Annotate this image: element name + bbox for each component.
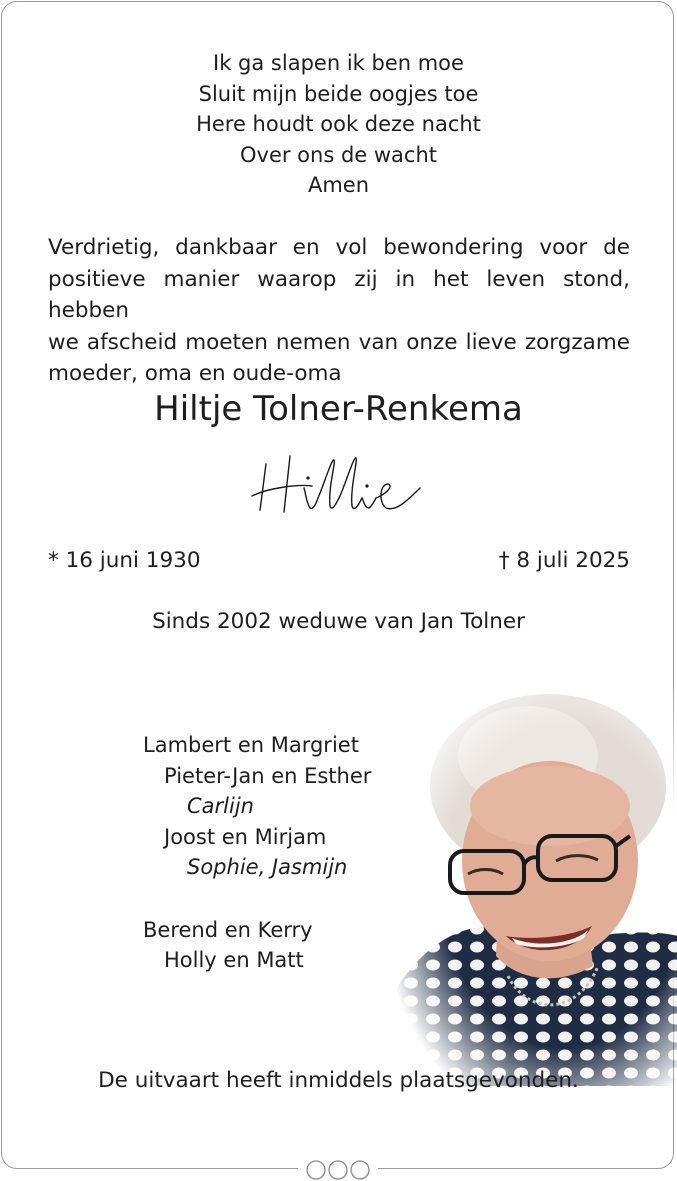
rings-ornament [298,1159,378,1181]
family-member: Holly en Matt [164,948,304,972]
poem-line: Ik ga slapen ik ben moe [213,51,464,75]
poem [0,48,677,201]
poem-line: Here houdt ook deze nacht [196,112,481,136]
family-member: Berend en Kerry [143,917,313,942]
family-list [143,730,371,976]
grandchild: Carlijn [187,794,254,818]
birth-date: * 16 juni 1930 [48,548,201,573]
poem-line: Amen [307,173,370,197]
funeral-notice: De uitvaart heeft inmiddels plaatsgevonden. [98,1068,579,1093]
intro-text [48,232,630,390]
widow-line: Sinds 2002 weduwe van Jan Tolner [152,609,525,634]
nickname-signature [238,444,438,524]
family-member: Pieter-Jan en Esther [164,763,372,788]
portrait-photo [378,686,677,1086]
intro-line: Verdrietig, dankbaar en vol bewondering voor de [48,235,630,260]
intro-line: moeder, oma en oude-oma [48,361,342,386]
grandchild: Sophie, Jasmijn [187,855,348,879]
intro-line: positieve manier waarop zij in het leven stond, hebben [48,266,630,323]
death-date: † 8 juli 2025 [498,548,630,573]
intro-line: we afscheid moeten nemen van onze lieve zorgzame [48,329,630,355]
poem-line: Sluit mijn beide oogjes toe [198,81,479,106]
poem-line: Over ons de wacht [239,142,438,167]
family-member: Lambert en Margriet [143,733,359,757]
family-member: Joost en Mirjam [164,824,327,849]
deceased-name: Hiltje Tolner-Renkema [154,389,523,429]
